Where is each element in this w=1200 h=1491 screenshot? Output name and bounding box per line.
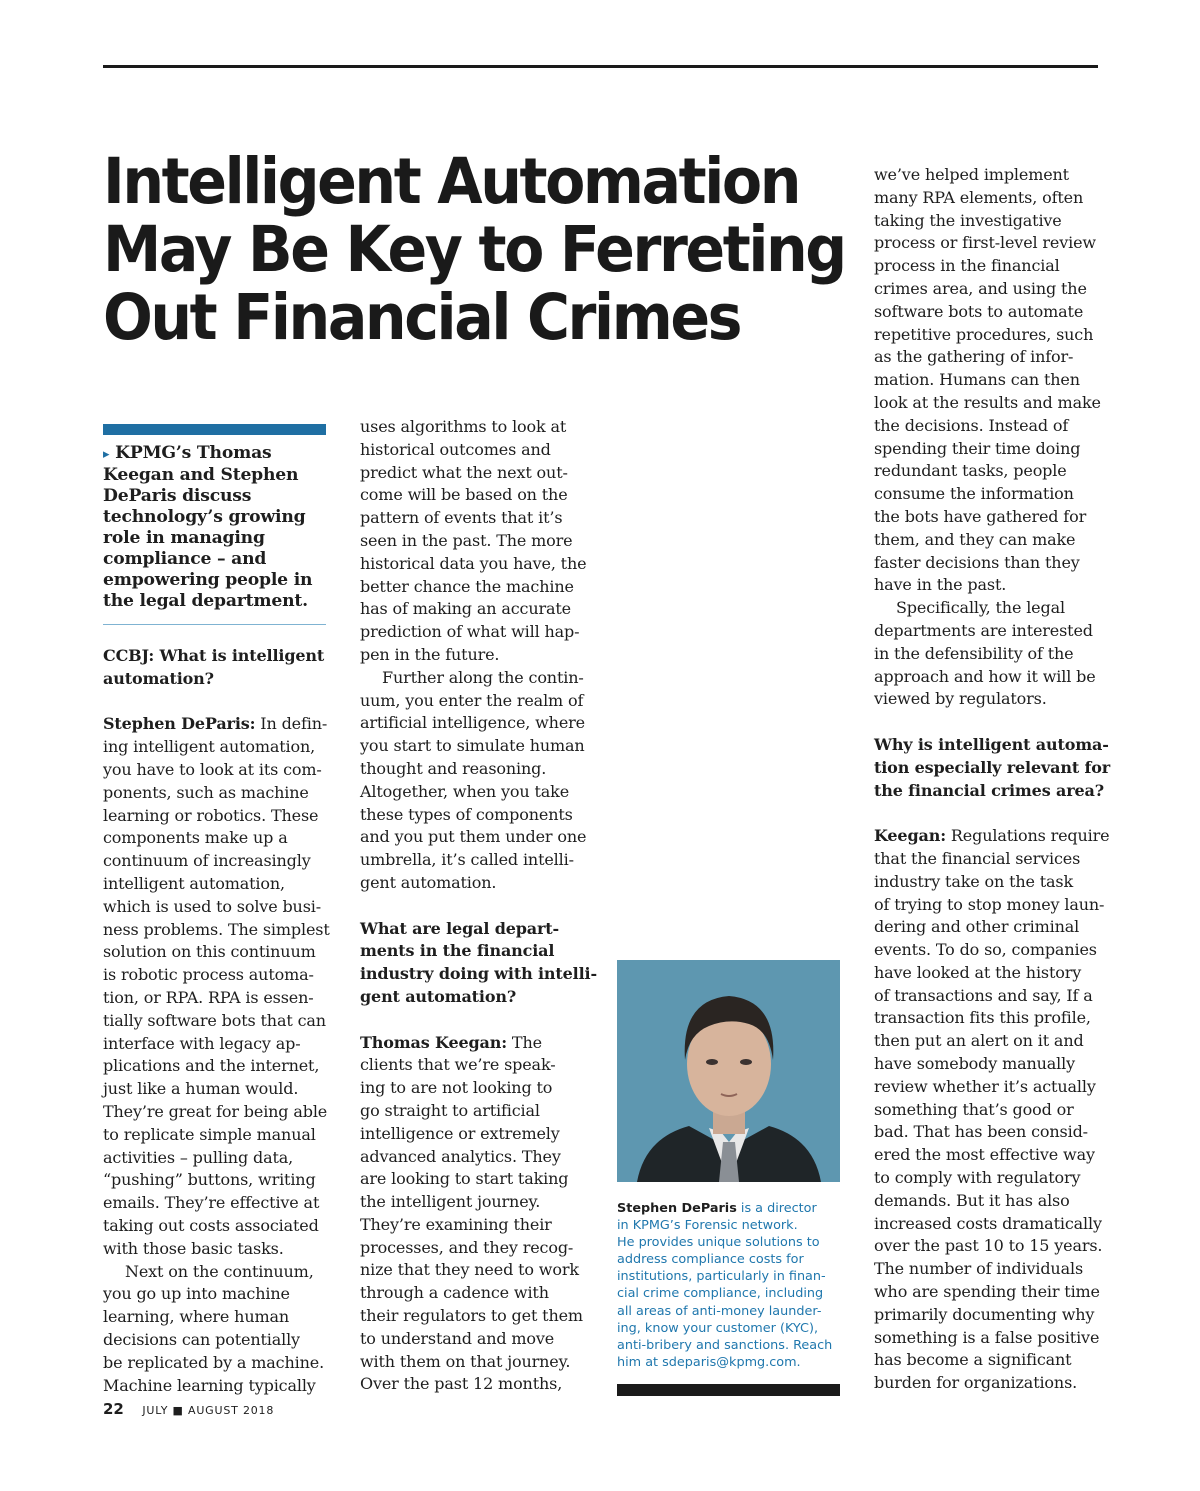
body-line: has of making an accurate [360,599,571,619]
body-line: the intelligent journey. [360,1192,541,1212]
triangle-marker-icon: ▸ [103,447,110,462]
body-line: with them on that journey. [360,1351,571,1371]
body-line: ered the most effective way [874,1145,1095,1165]
body-line: uses algorithms to look at [360,417,567,436]
body-line: They’re great for being able [103,1101,328,1121]
body-line: is robotic process automa- [103,965,314,985]
body-line: of trying to stop money laun- [874,894,1105,914]
body-line: gent automation. [360,872,497,892]
body-line: approach and how it will be [874,666,1096,686]
body-line: to understand and move [360,1328,555,1348]
body-line: demands. But it has also [874,1190,1070,1210]
caption-line: institutions, particularly in finan- [617,1269,826,1285]
question: Why is intelligent automa- [874,734,1109,754]
headline-line: Out Financial Crimes [103,281,741,354]
body-line: over the past 10 to 15 years. [874,1236,1103,1256]
question: ments in the financial [360,941,555,961]
caption-line: him at sdeparis@kpmg.com. [617,1354,801,1370]
body-line: events. To do so, companies [874,940,1097,960]
body-line: have somebody manually [874,1054,1075,1074]
body-line: The number of individuals [874,1259,1084,1279]
body-line: look at the results and make [874,392,1101,412]
body-line: Keegan: Regulations require [874,826,1110,846]
page-number: 22 [103,1400,124,1418]
body-line: viewed by regulators. [874,689,1047,709]
deck-line: Keegan and Stephen [103,465,299,485]
body-line: industry take on the task [874,871,1074,891]
deck-line: role in managing [103,528,265,548]
body-line: software bots to automate [874,301,1084,321]
body-line: components make up a [103,828,288,848]
headline-line: May Be Key to Ferreting [103,213,845,286]
body-line: have looked at the history [874,962,1082,982]
body-line: seen in the past. The more [360,530,573,550]
question: What are legal depart- [360,918,560,938]
headline-line: Intelligent Automation [103,145,800,218]
body-line: something that’s good or [874,1099,1074,1119]
body-line: are looking to start taking [360,1169,569,1189]
body-line: predict what the next out- [360,462,568,482]
body-line: faster decisions than they [874,552,1080,572]
body-line: emails. They’re effective at [103,1193,320,1213]
deck-line: empowering people in [103,570,313,590]
portrait-illustration [617,960,840,1182]
body-line: be replicated by a machine. [103,1352,325,1372]
body-line: as the gathering of infor- [874,347,1074,367]
deck-accent-bar [103,424,326,435]
body-line: process or first-level review [874,233,1096,253]
caption-name: Stephen DeParis [617,1201,737,1216]
body-line: They’re examining their [360,1214,552,1234]
body-line: Altogether, when you take [360,781,570,801]
body-line: the bots have gathered for [874,506,1087,526]
deck-divider [103,624,326,625]
body-line: come will be based on the [360,485,568,505]
body-line: redundant tasks, people [874,461,1067,481]
body-line: better chance the machine [360,576,574,596]
body-line: transaction fits this profile, [874,1008,1091,1028]
body-line: dering and other criminal [874,917,1080,937]
body-line: of transactions and say, If a [874,985,1093,1005]
author-photo [617,960,840,1182]
body-line: increased costs dramatically [874,1213,1102,1233]
body-line: advanced analytics. They [360,1146,561,1166]
body-line: processes, and they recog- [360,1237,574,1257]
deck-line: technology’s growing [103,507,306,527]
body-line: go straight to artificial [360,1100,540,1120]
body-line: umbrella, it’s called intelli- [360,850,574,870]
caption-line: anti-bribery and sanctions. Reach [617,1337,833,1353]
body-line: many RPA elements, often [874,187,1084,207]
body-line: continuum of increasingly [103,851,311,871]
body-line: review whether it’s actually [874,1076,1096,1096]
headline [103,145,845,354]
body-line: process in the financial [874,256,1060,276]
body-line: to comply with regulatory [874,1168,1081,1188]
body-line: which is used to solve busi- [103,896,321,916]
caption-bar [617,1384,840,1396]
column-1 [103,645,339,1397]
speaker-name: Stephen DeParis: [103,714,256,734]
body-line: in the defensibility of the [874,643,1074,663]
issue-date: JULY ■ AUGUST 2018 [142,1404,275,1417]
caption-line: cial crime compliance, including [617,1286,824,1302]
body-line: prediction of what will hap- [360,622,580,642]
body-line: repetitive procedures, such [874,324,1094,344]
body-line: with those basic tasks. [103,1238,284,1258]
body-line: the decisions. Instead of [874,415,1069,435]
body-line: you have to look at its com- [103,759,322,779]
body-line: Next on the continuum, [125,1261,314,1281]
question: automation? [103,668,214,688]
body-line: pen in the future. [360,644,500,664]
body-line: Stephen DeParis: In defin- [103,714,328,734]
question: tion especially relevant for [874,757,1111,777]
question: industry doing with intelli- [360,964,597,984]
body-line: nize that they need to work [360,1260,579,1280]
body-line: these types of components [360,804,573,824]
body-line: and you put them under one [360,827,587,847]
body-line: that the financial services [874,848,1081,868]
body-line: pattern of events that it’s [360,508,563,528]
body-line: learning or robotics. These [103,805,319,825]
body-line: Further along the contin- [382,667,584,687]
speaker-name: Keegan: [874,826,946,846]
body-line: Machine learning typically [103,1375,316,1395]
body-line: ness problems. The simplest [103,919,330,939]
body-line: ing intelligent automation, [103,737,316,757]
deck-line: compliance – and [103,549,267,569]
body-line: you start to simulate human [360,736,585,756]
caption-line: all areas of anti-money launder- [617,1303,822,1319]
body-line: intelligent automation, [103,873,285,893]
body-line: departments are interested [874,620,1093,640]
question: CCBJ: What is intelligent [103,646,325,665]
caption-line: He provides unique solutions to [617,1235,820,1251]
body-line: consume the information [874,484,1074,504]
body-line: tially software bots that can [103,1010,326,1030]
body-line: primarily documenting why [874,1304,1095,1324]
body-line: their regulators to get them [360,1306,583,1326]
body-line: historical outcomes and [360,439,551,459]
question: the financial crimes area? [874,780,1104,800]
column-2 [360,416,596,1396]
caption-line: ing, know your customer (KYC), [617,1320,819,1336]
body-line: intelligence or extremely [360,1123,560,1143]
speaker-name: Thomas Keegan: [360,1032,507,1052]
body-line: taking out costs associated [103,1215,319,1235]
body-line: bad. That has been consid- [874,1122,1088,1142]
body-line: just like a human would. [103,1079,299,1099]
deck-line: DeParis discuss [103,486,252,506]
body-line: clients that we’re speak- [360,1055,556,1075]
body-line: you go up into machine [103,1284,290,1304]
body-line: artificial intelligence, where [360,713,585,733]
body-line: burden for organizations. [874,1373,1078,1393]
body-line: uum, you enter the realm of [360,690,584,710]
body-line: solution on this continuum [103,942,316,962]
body-line: decisions can potentially [103,1329,300,1349]
top-rule [103,65,1098,68]
deck-line: ▸ KPMG’s Thomas [103,443,272,463]
deck-line: the legal department. [103,591,308,611]
body-line: thought and reasoning. [360,758,547,778]
deck [103,443,328,612]
photo-caption [617,1200,845,1371]
body-line: interface with legacy ap- [103,1033,301,1053]
caption-line: address compliance costs for [617,1252,804,1268]
body-line: spending their time doing [874,438,1081,458]
question: gent automation? [360,986,517,1006]
column-4 [874,164,1110,1395]
caption-line: Stephen DeParis is a director [617,1201,817,1216]
body-line: through a cadence with [360,1283,549,1303]
body-line: ponents, such as machine [103,782,309,802]
body-line: something is a false positive [874,1327,1100,1347]
caption-line: in KPMG’s Forensic network. [617,1218,798,1234]
body-line: has become a significant [874,1350,1072,1370]
body-line: Specifically, the legal [896,598,1065,618]
body-line: historical data you have, the [360,553,587,573]
body-line: Over the past 12 months, [360,1374,563,1394]
page-folio [103,1400,274,1418]
body-line: “pushing” buttons, writing [103,1170,316,1190]
body-line: learning, where human [103,1307,290,1327]
body-line: to replicate simple manual [103,1124,316,1144]
body-line: crimes area, and using the [874,278,1087,298]
body-line: who are spending their time [874,1282,1100,1302]
body-line: we’ve helped implement [874,165,1069,184]
body-line: ing to are not looking to [360,1078,553,1098]
body-line: activities – pulling data, [103,1147,294,1167]
body-line: them, and they can make [874,529,1076,549]
body-line: have in the past. [874,575,1007,595]
body-line: Thomas Keegan: The [360,1032,542,1052]
body-line: tion, or RPA. RPA is essen- [103,987,314,1007]
body-line: mation. Humans can then [874,370,1080,390]
body-line: then put an alert on it and [874,1031,1084,1051]
body-line: taking the investigative [874,210,1062,230]
body-line: plications and the internet, [103,1056,320,1076]
